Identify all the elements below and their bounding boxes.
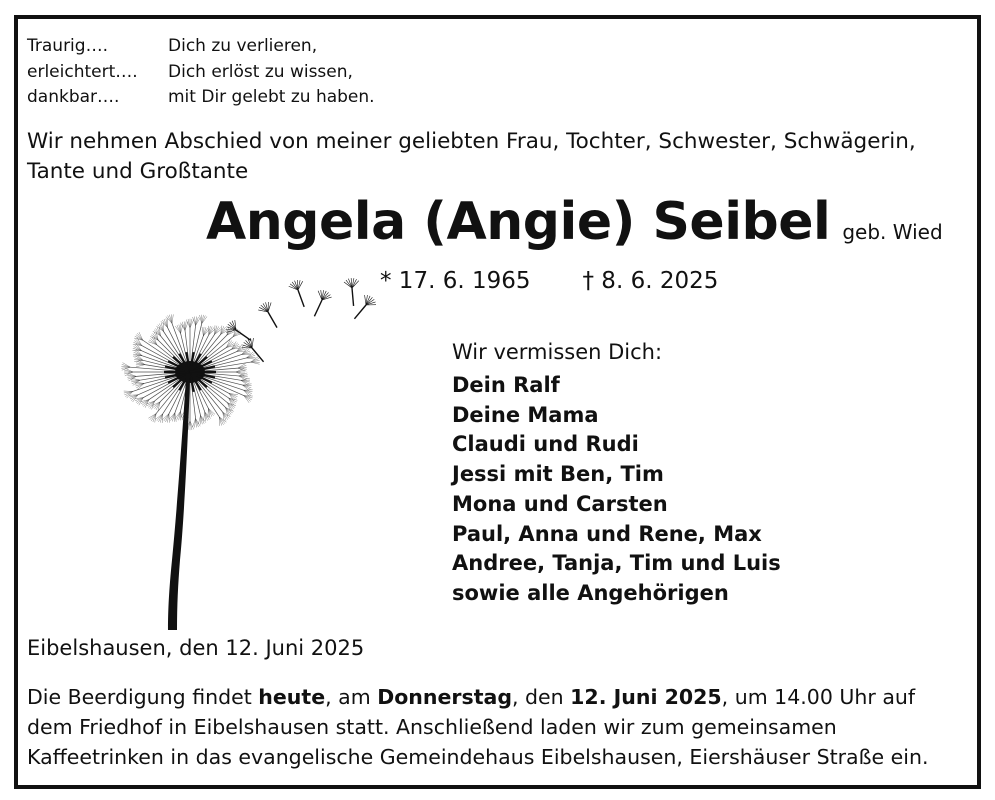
- funeral-text: , um 14.00 Uhr auf: [721, 685, 916, 709]
- funeral-emphasis: Donnerstag: [377, 685, 512, 709]
- poem-text: Dich zu verlieren,: [168, 36, 318, 56]
- poem-line: [27, 60, 375, 86]
- survivor-name: Deine Mama: [452, 402, 599, 427]
- intro-text: [27, 127, 947, 187]
- poem-text: mit Dir gelebt zu haben.: [168, 87, 375, 107]
- birth-date: * 17. 6. 1965: [380, 268, 531, 294]
- poem-text: Dich erlöst zu wissen,: [168, 61, 353, 82]
- deceased-name: Angela (Angie) Seibel: [206, 192, 831, 252]
- poem-word: erleichtert….: [27, 61, 138, 82]
- dandelion-stem: [168, 378, 190, 630]
- survivor-name: Paul, Anna und Rene, Max: [452, 521, 762, 546]
- deceased-name-block: [206, 192, 943, 252]
- funeral-emphasis: 12. Juni 2025: [570, 685, 722, 709]
- birth-name: geb. Wied: [842, 220, 943, 244]
- survivor-name: Jessi mit Ben, Tim: [452, 462, 664, 487]
- poem-word: dankbar….: [27, 87, 120, 107]
- flying-seeds: [224, 277, 379, 366]
- survivor-name: Claudi und Rudi: [452, 432, 639, 457]
- survivors-title: Wir vermissen Dich:: [452, 340, 663, 364]
- funeral-emphasis: heute: [258, 685, 326, 709]
- survivor-name: Andree, Tanja, Tim und Luis: [452, 551, 781, 576]
- intro-line: Tante und Großtante: [27, 159, 249, 184]
- place-date: Eibelshausen, den 12. Juni 2025: [27, 636, 365, 660]
- funeral-line: Kaffeetrinken in das evangelische Gemeindehaus Eibelshausen, Eiershäuser Straße ein.: [27, 745, 929, 769]
- funeral-info: [27, 682, 957, 772]
- poem: [27, 34, 375, 111]
- life-dates: [380, 268, 718, 294]
- dandelion-icon: [116, 268, 396, 633]
- survivor-name: sowie alle Angehörigen: [452, 580, 729, 605]
- poem-line: [27, 85, 375, 111]
- intro-line: Wir nehmen Abschied von meiner geliebten Frau, Tochter, Schwester, Schwägerin,: [27, 129, 916, 154]
- survivor-name: Mona und Carsten: [452, 491, 668, 516]
- death-date: † 8. 6. 2025: [582, 268, 719, 294]
- poem-line: [27, 34, 375, 60]
- funeral-text: , am: [325, 685, 378, 709]
- funeral-text: Die Beerdigung findet: [27, 685, 259, 709]
- poem-word: Traurig….: [27, 36, 108, 56]
- funeral-line: dem Friedhof in Eibelshausen statt. Anschließend laden wir zum gemeinsamen: [27, 715, 837, 739]
- funeral-text: , den: [512, 685, 571, 709]
- survivor-name: Dein Ralf: [452, 373, 560, 397]
- funeral-line: [27, 682, 957, 712]
- survivors-block: [452, 340, 781, 609]
